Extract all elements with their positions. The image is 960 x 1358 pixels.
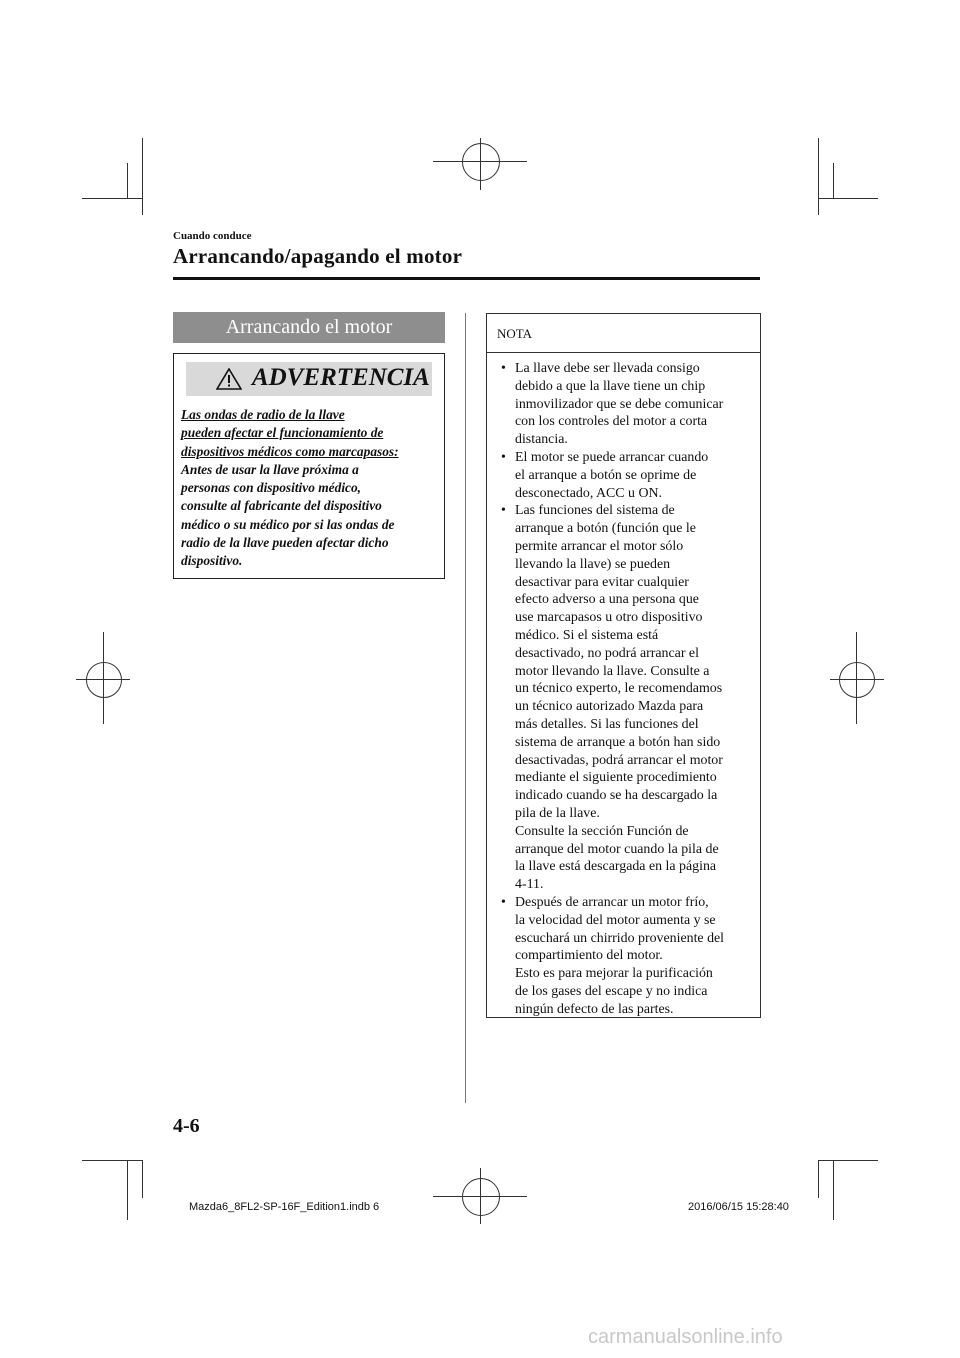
registration-mark [86,662,122,698]
warning-body [181,406,441,571]
note-line: la llave está descargada en la página [515,859,717,875]
note-line: pila de la llave. [515,805,600,821]
note-list-item [501,449,757,502]
warning-title: ADVERTENCIA [252,364,430,391]
note-line: arranque a botón (función que le [515,521,696,537]
crop-mark [833,163,834,199]
crop-mark [127,1160,128,1220]
note-line: el arranque a botón se oprime de [515,467,697,483]
bullet: • [501,503,506,519]
warning-box [173,353,445,579]
note-line: de los gases del escape y no indica [515,983,708,999]
crop-mark [142,1160,143,1198]
note-list [501,360,757,1018]
crop-mark [833,1160,834,1220]
warning-underlined-line: pueden afectar el funcionamiento de [181,425,384,441]
footer-file-info: Mazda6_8FL2-SP-16F_Edition1.indb 6 [189,1201,380,1213]
note-list-item [501,360,757,449]
note-line: desactivado, no podrá arrancar el [515,645,699,661]
note-list-item [501,894,757,1019]
note-box [486,313,761,1018]
column-divider [465,313,466,1103]
registration-mark [839,662,875,698]
note-line: distancia. [515,432,568,448]
note-line: ningún defecto de las partes. [515,1001,674,1017]
warning-header [186,362,432,396]
note-line: sistema de arranque a botón han sido [515,734,721,750]
bullet: • [501,361,506,376]
warning-underlined-line: Las ondas de radio de la llave [181,407,345,422]
note-line: efecto adverso a una persona que [515,592,699,608]
crop-mark [818,1160,878,1161]
note-line: El motor se puede arrancar cuando [515,449,709,465]
note-line: llevando la llave) se pueden [515,556,671,572]
note-line: más detalles. Si las funciones del [515,716,699,732]
crop-mark [82,1160,142,1161]
note-line: indicado cuando se ha descargado la [515,788,718,804]
note-divider [487,352,760,353]
warning-triangle-icon [216,368,242,390]
section-banner: Arrancando el motor [173,312,445,343]
watermark: carmanualsonline.info [588,1326,783,1348]
crop-mark [818,1160,819,1198]
warning-line: dispositivo. [181,553,243,569]
bullet: • [501,449,506,465]
note-line: Después de arrancar un motor frío, [515,894,709,910]
note-line: La llave debe ser llevada consigo [515,361,700,376]
note-line: un técnico autorizado Mazda para [515,699,704,715]
note-line: desconectado, ACC u ON. [515,485,662,501]
bullet: • [501,894,506,910]
warning-line: radio de la llave pueden afectar dicho [181,535,389,551]
note-line: escuchará un chirrido proveniente del [515,930,725,946]
crop-mark [818,138,819,215]
note-line: inmovilizador que se debe comunicar [515,396,724,412]
note-line: debido a que la llave tiene un chip [515,378,706,394]
page-title: Arrancando/apagando el motor [173,244,463,268]
note-line: compartimiento del motor. [515,948,663,964]
note-line: Consulte la sección Función de [515,823,689,839]
note-line: un técnico experto, le recomendamos [515,681,723,697]
registration-mark [462,143,500,181]
note-line: la velocidad del motor aumenta y se [515,912,716,928]
note-line: 4-11. [515,877,544,893]
note-title: NOTA [497,326,533,341]
note-line: Las funciones del sistema de [515,503,675,519]
warning-line: Antes de usar la llave próxima a [181,461,359,477]
note-line: médico. Si el sistema está [515,627,659,643]
warning-line: consulte al fabricante del dispositivo [181,498,382,514]
crop-mark [127,163,128,199]
warning-underlined-line: dispositivos médicos como marcapasos: [181,443,399,459]
note-line: use marcapasos u otro dispositivo [515,610,703,626]
page-number: 4-6 [173,1115,200,1137]
note-line: motor llevando la llave. Consulte a [515,663,710,679]
crop-mark [142,138,143,215]
crop-mark [82,198,142,199]
note-line: mediante el siguiente procedimiento [515,770,717,786]
note-list-item [501,502,757,894]
note-line: arranque del motor cuando la pila de [515,841,719,857]
note-line: desactivar para evitar cualquier [515,574,689,590]
crop-mark [818,198,878,199]
note-line: Esto es para mejorar la purificación [515,966,713,982]
warning-line: médico o su médico por si las ondas de [181,516,395,532]
note-line: permite arrancar el motor sólo [515,538,684,554]
registration-mark [462,1178,500,1216]
note-line: desactivadas, podrá arrancar el motor [515,752,723,768]
note-line: con los controles del motor a corta [515,414,708,430]
footer-date: 2016/06/15 15:28:40 [688,1201,789,1213]
section-label: Cuando conduce [173,230,252,242]
header-rule [173,277,760,280]
warning-line: personas con dispositivo médico, [181,480,362,496]
